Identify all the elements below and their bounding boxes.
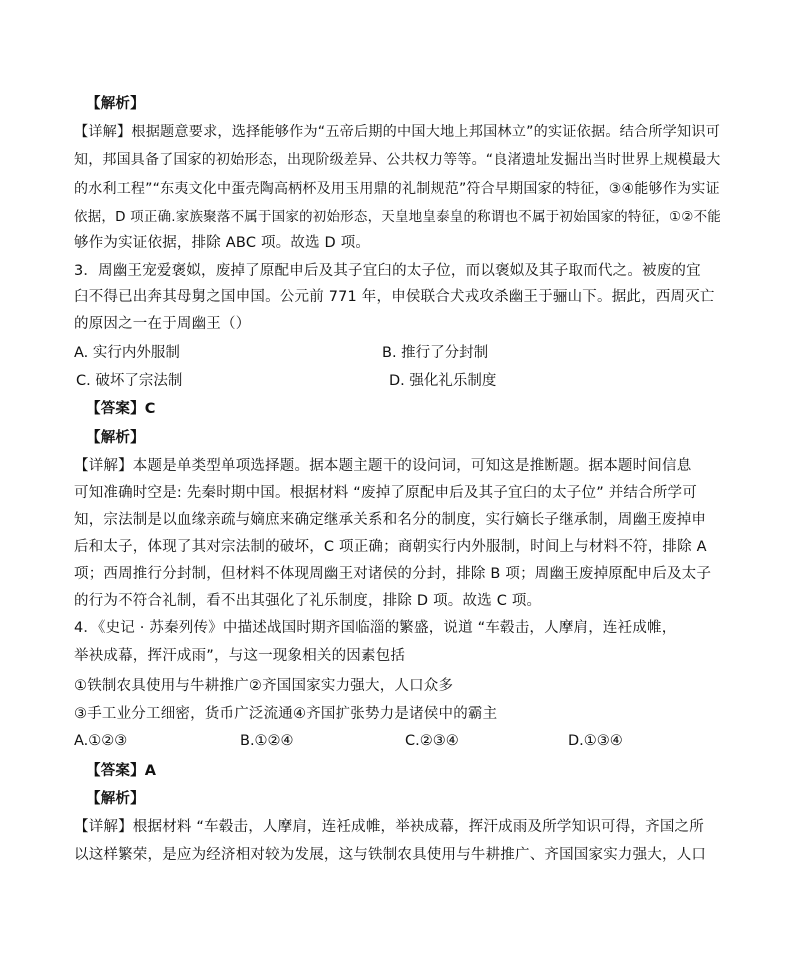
option-b: B. 推行了分封制	[382, 345, 489, 361]
answer-label: 【答案】C	[86, 401, 156, 417]
option-c: C. 破坏了宗法制	[76, 373, 183, 389]
question-stem: 臼不得已出奔其母舅之国申国。公元前 771 年，申侯联合犬戎攻杀幽王于骊山下。据此，西周灭亡	[74, 289, 715, 305]
question-stem: 举袂成幕，挥汗成雨”，与这一现象相关的因素包括	[74, 648, 406, 664]
question-stem: 3．周幽王宠爱褒姒，废掉了原配申后及其子宜臼的太子位，而以褒姒及其子取而代之。被废的宜	[74, 263, 701, 279]
item-line: ③手工业分工细密，货币广泛流通④齐国扩张势力是诸侯中的霸主	[74, 706, 498, 722]
text-line: 以这样繁荣，是应为经济相对较为发展，这与铁制农具使用与牛耕推广、齐国国家实力强大，人口	[74, 847, 707, 863]
text-line: 【详解】本题是单类型单项选择题。据本题主题干的设问词，可知这是推断题。据本题时间信息	[74, 458, 692, 474]
question-stem: 4．《史记 · 苏秦列传》中描述战国时期齐国临淄的繁盛，说道 “车毂击，人摩肩，连衽成帷，	[74, 620, 677, 636]
text-line: 项；西周推行分封制，但材料不体现周幽王对诸侯的分封，排除 B 项；周幽王废掉原配申后及太子	[74, 566, 712, 582]
text-line: 依据，D 项正确.家族聚落不属于国家的初始形态，天皇地皇泰皇的称谓也不属于初始国家的特征，①②不能	[74, 209, 721, 225]
text-line: 够作为实证依据，排除 ABC 项。故选 D 项。	[74, 235, 371, 251]
option-d: D.①③④	[568, 733, 623, 749]
analysis-label: 【解析】	[86, 96, 145, 112]
analysis-label: 【解析】	[86, 430, 145, 446]
option-a: A.①②③	[74, 733, 128, 749]
option-d: D. 强化礼乐制度	[389, 373, 497, 389]
text-line: 后和太子，体现了其对宗法制的破坏，C 项正确；商朝实行内外服制，时间上与材料不符，排除 A	[74, 539, 707, 555]
text-line: 知，邦国具备了国家的初始形态，出现阶级差异、公共权力等等。“良渚遗址发掘出当时世界上规模最大	[74, 152, 721, 168]
text-line: 【详解】根据材料 “车毂击，人摩肩，连衽成帷，举袂成幕，挥汗成雨及所学知识可得，齐国之所	[74, 819, 704, 835]
text-line: 【详解】根据题意要求，选择能够作为“五帝后期的中国大地上邦国林立”的实证依据。结合所学知识可	[74, 124, 721, 140]
text-line: 的水利工程”“东夷文化中蛋壳陶高柄杯及用玉用鼎的礼制规范”符合早期国家的特征，③④能够作为实证	[74, 181, 720, 197]
option-a: A. 实行内外服制	[74, 345, 180, 361]
option-c: C.②③④	[405, 733, 459, 749]
question-stem: 的原因之一在于周幽王（）	[74, 316, 251, 332]
text-line: 的行为不符合礼制，看不出其强化了礼乐制度，排除 D 项。故选 C 项。	[74, 593, 542, 609]
option-b: B.①②④	[240, 733, 294, 749]
analysis-label: 【解析】	[86, 791, 145, 807]
item-line: ①铁制农具使用与牛耕推广②齐国国家实力强大，人口众多	[74, 678, 454, 694]
text-line: 知，宗法制是以血缘亲疏与嫡庶来确定继承关系和名分的制度，实行嫡长子继承制，周幽王废掉申	[74, 512, 707, 528]
answer-label: 【答案】A	[86, 763, 157, 779]
text-line: 可知准确时空是: 先秦时期中国。根据材料 “废掉了原配申后及其子宜臼的太子位” 并结合所学可	[74, 485, 697, 501]
